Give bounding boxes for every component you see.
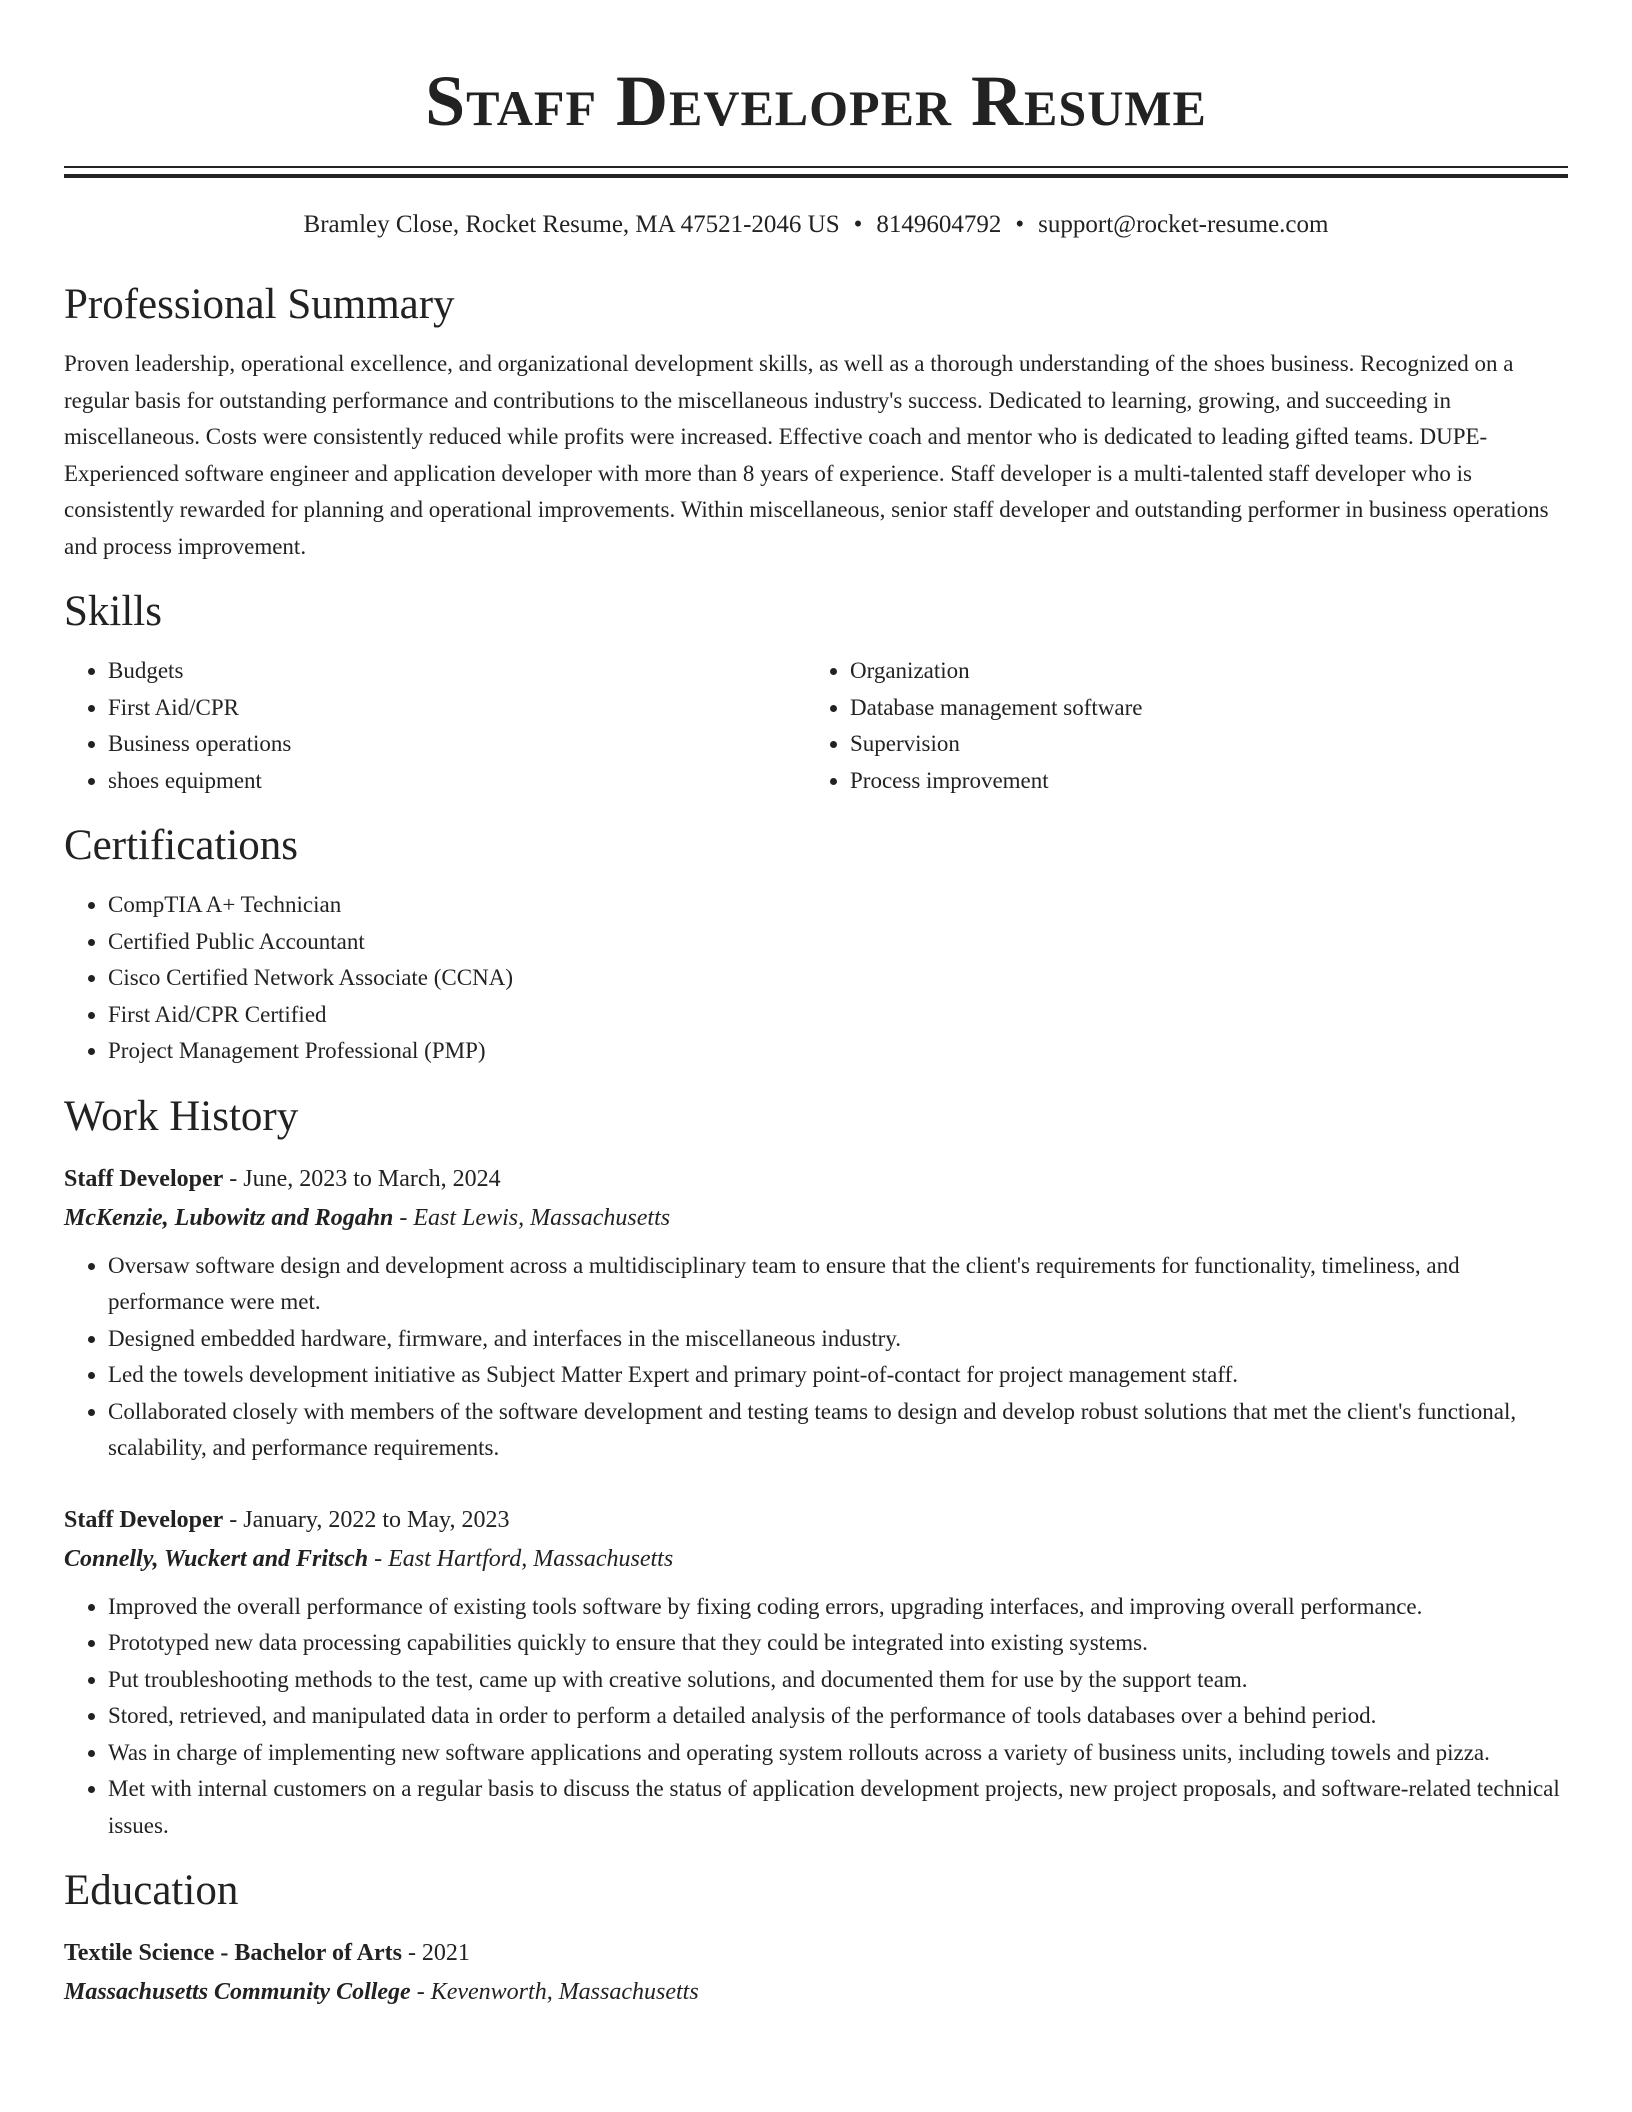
work-history-section (64, 1090, 1568, 1845)
job-title: Staff Developer (64, 1506, 224, 1533)
certifications-list (64, 887, 1568, 1070)
summary-heading: Professional Summary (64, 281, 455, 328)
skill-item: • First Aid/CPR (108, 690, 806, 727)
job-title-line (64, 1501, 1568, 1539)
skill-item: • Organization (850, 653, 1548, 690)
education-year: - 2021 (401, 1940, 470, 1966)
education-school-line (64, 1972, 1568, 2012)
certification-item: • CompTIA A+ Technician (108, 887, 1568, 924)
contact-phone: 8149604792 (876, 211, 1002, 238)
certification-item: • Project Management Professional (PMP) (108, 1033, 1568, 1070)
job-bullets (64, 1589, 1568, 1845)
job-bullet: • Led the towels development initiative as Subject Matter Expert and primary point-of-contact for project management staff. (108, 1357, 1568, 1394)
job-entry (64, 1501, 1568, 1845)
education-heading: Education (64, 1867, 239, 1914)
job-dates: - June, 2023 to March, 2024 (223, 1165, 501, 1192)
education-location: - Kevenworth, Massachusetts (410, 1979, 699, 2005)
skill-item: • Budgets (108, 653, 806, 690)
job-title: Staff Developer (64, 1165, 224, 1192)
summary-text: Proven leadership, operational excellence, and organizational development skills, as well as a thorough understanding of the shoes business. Recognized on a regular basis for outstanding performance and contributions to the miscellaneous industry's success. Dedicated to learning, growing, and succeeding in miscellaneous. Costs were consistently reduced while profits were increased. Effective coach and mentor who is dedicated to leading gifted teams. DUPE- Experienced software engineer and application developer with more than 8 years of experience. Staff developer is a multi-talented staff developer who is consistently rewarded for planning and operational improvements. Within miscellaneous, senior staff developer and outstanding performer in business operations and process improvement. (64, 351, 1549, 559)
job-company-line (64, 1198, 1568, 1238)
job-title-line (64, 1160, 1568, 1198)
job-bullet: • Prototyped new data processing capabilities quickly to ensure that they could be integrated into existing systems. (108, 1625, 1568, 1662)
contact-email: support@rocket-resume.com (1038, 211, 1329, 238)
contact-separator: • (1015, 211, 1025, 238)
skills-list-right (806, 653, 1548, 799)
skills-section (64, 585, 1568, 799)
job-company: McKenzie, Lubowitz and Rogahn (64, 1204, 394, 1231)
job-bullet: • Put troubleshooting methods to the test, came up with creative solutions, and documented them for use by the support team. (108, 1662, 1568, 1699)
job-bullet: • Oversaw software design and development across a multidisciplinary team to ensure that the client's requirements for functionality, timeliness, and performance were met. (108, 1248, 1568, 1321)
job-bullets (64, 1248, 1568, 1467)
job-bullet: • Was in charge of implementing new software applications and operating system rollouts across a variety of business units, including towels and pizza. (108, 1735, 1568, 1772)
title-divider-thick (64, 174, 1568, 178)
education-entry (64, 1934, 1568, 2012)
education-section (64, 1864, 1568, 2012)
job-bullet: • Stored, retrieved, and manipulated data in order to perform a detailed analysis of the performance of tools databases over a behind period. (108, 1698, 1568, 1735)
certification-item: • First Aid/CPR Certified (108, 997, 1568, 1034)
job-dates: - January, 2022 to May, 2023 (223, 1506, 510, 1533)
education-degree: Textile Science - Bachelor of Arts (64, 1940, 402, 1966)
job-bullet: • Met with internal customers on a regular basis to discuss the status of application development projects, new project proposals, and software-related technical issues. (108, 1771, 1568, 1844)
contact-address: Bramley Close, Rocket Resume, MA 47521-2046 US (303, 211, 840, 238)
title-divider-thin (64, 166, 1568, 168)
job-bullet: • Designed embedded hardware, firmware, and interfaces in the miscellaneous industry. (108, 1321, 1568, 1358)
certifications-section (64, 819, 1568, 1070)
skill-item: • shoes equipment (108, 763, 806, 800)
job-entry (64, 1160, 1568, 1467)
education-school: Massachusetts Community College (64, 1979, 411, 2005)
job-bullet: • Collaborated closely with members of the software development and testing teams to design and develop robust solutions that met the client's functional, scalability, and performance requirements. (108, 1394, 1568, 1467)
certifications-heading: Certifications (64, 822, 299, 869)
skill-item: • Business operations (108, 726, 806, 763)
skills-grid (64, 653, 1568, 799)
job-company-line (64, 1539, 1568, 1579)
job-company: Connelly, Wuckert and Fritsch (64, 1545, 369, 1572)
skill-item: • Process improvement (850, 763, 1548, 800)
skill-item: • Database management software (850, 690, 1548, 727)
skills-list-left (64, 653, 806, 799)
job-bullet: • Improved the overall performance of existing tools software by fixing coding errors, upgrading interfaces, and improving overall performance. (108, 1589, 1568, 1626)
certification-item: • Certified Public Accountant (108, 924, 1568, 961)
contact-separator: • (853, 211, 863, 238)
job-location: - East Hartford, Massachusetts (368, 1545, 674, 1572)
job-location: - East Lewis, Massachusetts (393, 1204, 671, 1231)
summary-section (64, 278, 1568, 565)
resume-title: Staff Developer Resume (425, 61, 1207, 141)
education-degree-line (64, 1934, 1568, 1972)
skills-heading: Skills (64, 588, 162, 635)
skill-item: • Supervision (850, 726, 1548, 763)
contact-line (64, 208, 1568, 242)
certification-item: • Cisco Certified Network Associate (CCNA) (108, 960, 1568, 997)
work-history-heading: Work History (64, 1092, 299, 1140)
